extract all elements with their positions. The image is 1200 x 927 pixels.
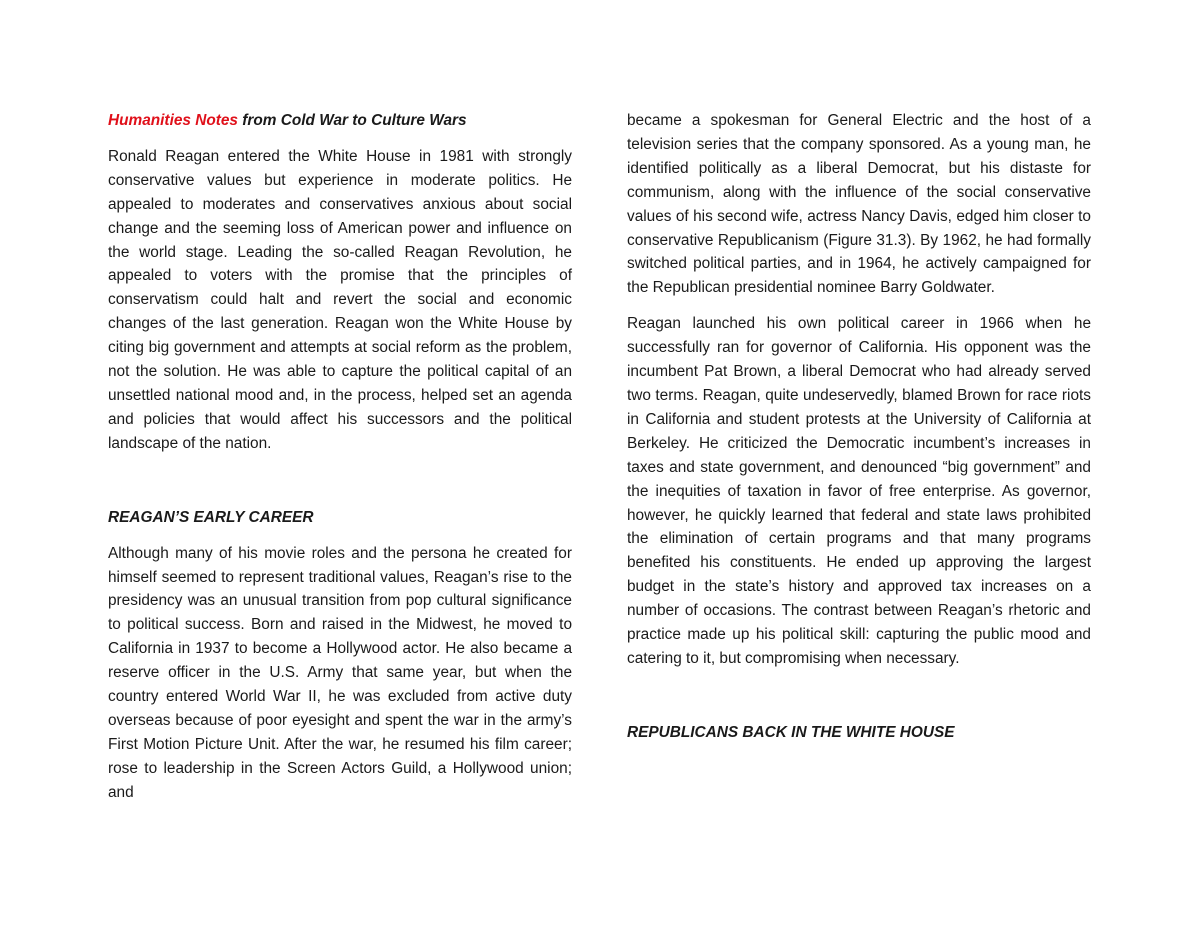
section-heading-early-career: REAGAN’S EARLY CAREER [108, 508, 314, 526]
section-heading-white-house: REPUBLICANS BACK IN THE WHITE HOUSE [627, 723, 955, 741]
intro-paragraph: Ronald Reagan entered the White House in 1981 with strongly conservative values but experience in moderate politics. He appealed to moderates and conservatives anxious about social change and the seeming loss of American power and influence on the world stage. Leading the so-called Reagan Revolution, he appealed to voters with the promise that the principles of conservatism could halt and revert the social and economic changes of the last generation. Reagan won the White House by citing big government and attempts at social reform as the problem, not the solution. He was able to capture the political capital of an unsettled national mood and, in the process, helped set an agenda and policies that would affect his successors and the political landscape of the nation. [108, 147, 572, 452]
governor-paragraph: Reagan launched his own political career in 1966 when he successfully ran for governor of California. His opponent was the incumbent Pat Brown, a liberal Democrat who had already served two terms. Reagan, quite undeservedly, blamed Brown for race riots in California and student protests at the University of California at Berkeley. He criticized the Democratic incumbent’s increases in taxes and state government, and denounced “big government” and the inequities of taxation in favor of free enterprise. As governor, however, he quickly learned that federal and state laws prohibited the elimination of certain programs and that many programs benefited his constituents. He ended up approving the largest budget in the state’s history and approved tax increases on a number of occasions. The contrast between Reagan’s rhetoric and practice made up his political skill: capturing the public mood and catering to it, but compromising when necessary. [627, 315, 1091, 667]
continued-paragraph: became a spokesman for General Electric and the host of a television series that the company sponsored. As a young man, he identified politically as a liberal Democrat, but his distaste for communism, along with the influence of the social conservative values of his second wife, actress Nancy Davis, edged him closer to conservative Republicanism (Figure 31.3). By 1962, he had formally switched political parties, and in 1964, he actively campaigned for the Republican presidential nominee Barry Goldwater. [627, 112, 1091, 297]
left-column [108, 109, 572, 805]
title-rest: from Cold War to Culture Wars [238, 112, 467, 129]
title-highlight: Humanities Notes [108, 112, 238, 129]
early-career-paragraph: Although many of his movie roles and the persona he created for himself seemed to represent traditional values, Reagan’s rise to the presidency was an unusual transition from pop cultural significance to political success. Born and raised in the Midwest, he moved to California in 1937 to become a Hollywood actor. He also became a reserve officer in the U.S. Army that same year, but when the country entered World War II, he was excluded from active duty overseas because of poor eyesight and spent the war in the army’s First Motion Picture Unit. After the war, he resumed his film career; rose to leadership in the Screen Actors Guild, a Hollywood union; and [108, 544, 572, 801]
document-title [108, 109, 572, 133]
right-column [627, 109, 1091, 745]
